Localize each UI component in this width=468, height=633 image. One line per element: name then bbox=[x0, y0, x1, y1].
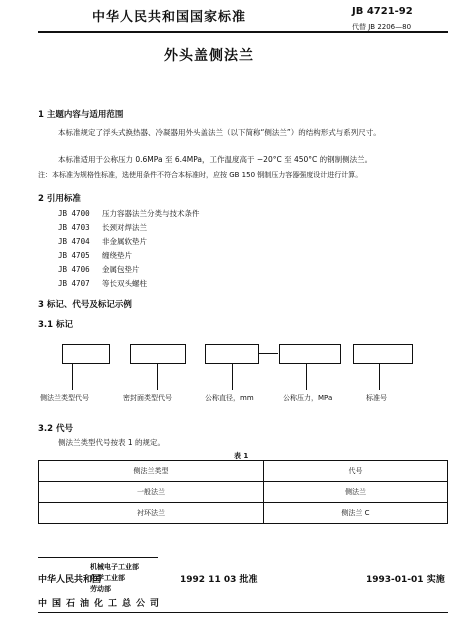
section-1-para-1: 本标准规定了浮头式换热器、冷凝器用外头盖法兰（以下简称“侧法兰”）的结构形式与系列尺寸。 bbox=[58, 128, 381, 137]
leader-line bbox=[232, 364, 233, 390]
table-cell: 一般法兰 bbox=[39, 482, 264, 503]
list-item: JB 4705 缠绕垫片 bbox=[58, 251, 132, 260]
leader-line bbox=[306, 364, 307, 390]
effective-date: 1993-01-01 实施 bbox=[366, 575, 445, 585]
document-title: 外头盖侧法兰 bbox=[164, 48, 254, 64]
footer-country: 中华人民共和国 bbox=[38, 575, 102, 585]
list-item: JB 4707 等长双头螺柱 bbox=[58, 279, 147, 288]
table-cell: 侧法兰 bbox=[263, 482, 447, 503]
standard-number: JB 4721-92 bbox=[352, 6, 413, 17]
table-header: 代号 bbox=[263, 461, 447, 482]
table-row bbox=[39, 482, 448, 503]
section-3-heading: 3 标记、代号及标记示例 bbox=[38, 300, 132, 310]
label-diameter: 公称直径，mm bbox=[205, 394, 254, 402]
face-code-box bbox=[130, 344, 186, 364]
leader-line bbox=[72, 364, 73, 390]
standard-box bbox=[353, 344, 413, 364]
table-caption: 表 1 bbox=[234, 452, 249, 460]
diameter-box bbox=[205, 344, 259, 364]
footer-rule-bottom bbox=[38, 612, 448, 613]
label-type-code: 侧法兰类型代号 bbox=[40, 394, 89, 402]
label-standard: 标准号 bbox=[366, 394, 387, 402]
table-header: 侧法兰类型 bbox=[39, 461, 264, 482]
approver-3: 劳动部 bbox=[90, 585, 111, 593]
reference-list bbox=[58, 208, 200, 292]
table-1 bbox=[38, 460, 448, 524]
label-pressure: 公称压力，MPa bbox=[283, 394, 333, 402]
leader-line bbox=[157, 364, 158, 390]
section-3-2-text: 侧法兰类型代号按表 1 的规定。 bbox=[58, 438, 166, 447]
approver-4: 中国石油化工总公司 bbox=[38, 599, 165, 609]
approver-2: 化学工业部 bbox=[90, 574, 125, 582]
type-code-box bbox=[62, 344, 110, 364]
approve-date: 1992 11 03 批准 bbox=[180, 575, 258, 585]
approver-1: 机械电子工业部 bbox=[90, 563, 139, 571]
list-item: JB 4704 非金属软垫片 bbox=[58, 237, 147, 246]
section-2-heading: 2 引用标准 bbox=[38, 194, 81, 204]
list-item: JB 4700 压力容器法兰分类与技术条件 bbox=[58, 209, 200, 218]
list-item: JB 4703 长颈对焊法兰 bbox=[58, 223, 147, 232]
standard-org-title: 中华人民共和国国家标准 bbox=[92, 10, 247, 25]
table-row bbox=[39, 503, 448, 524]
section-1-para-2: 本标准适用于公称压力 0.6MPa 至 6.4MPa，工作温度高于 −20°C 至 450°C 的钢制侧法兰。 bbox=[58, 155, 373, 164]
table-cell: 侧法兰 C bbox=[263, 503, 447, 524]
leader-line bbox=[379, 364, 380, 390]
section-1-heading: 1 主题内容与适用范围 bbox=[38, 110, 124, 120]
dash-separator bbox=[258, 353, 278, 354]
list-item: JB 4706 金属包垫片 bbox=[58, 265, 140, 274]
table-cell: 衬环法兰 bbox=[39, 503, 264, 524]
pressure-box bbox=[279, 344, 341, 364]
label-face-code: 密封面类型代号 bbox=[123, 394, 172, 402]
footer-rule-left bbox=[38, 557, 158, 558]
section-3-2-heading: 3.2 代号 bbox=[38, 424, 74, 434]
section-3-1-heading: 3.1 标记 bbox=[38, 320, 74, 330]
table-header-row bbox=[39, 461, 448, 482]
section-1-note: 注：本标准为规格性标准，选使用条件不符合本标准时，应按 GB 150 钢制压力容器强度设计进行计算。 bbox=[38, 171, 363, 179]
header-rule bbox=[38, 31, 448, 33]
replaces-standard: 代替 JB 2206—80 bbox=[352, 23, 412, 31]
